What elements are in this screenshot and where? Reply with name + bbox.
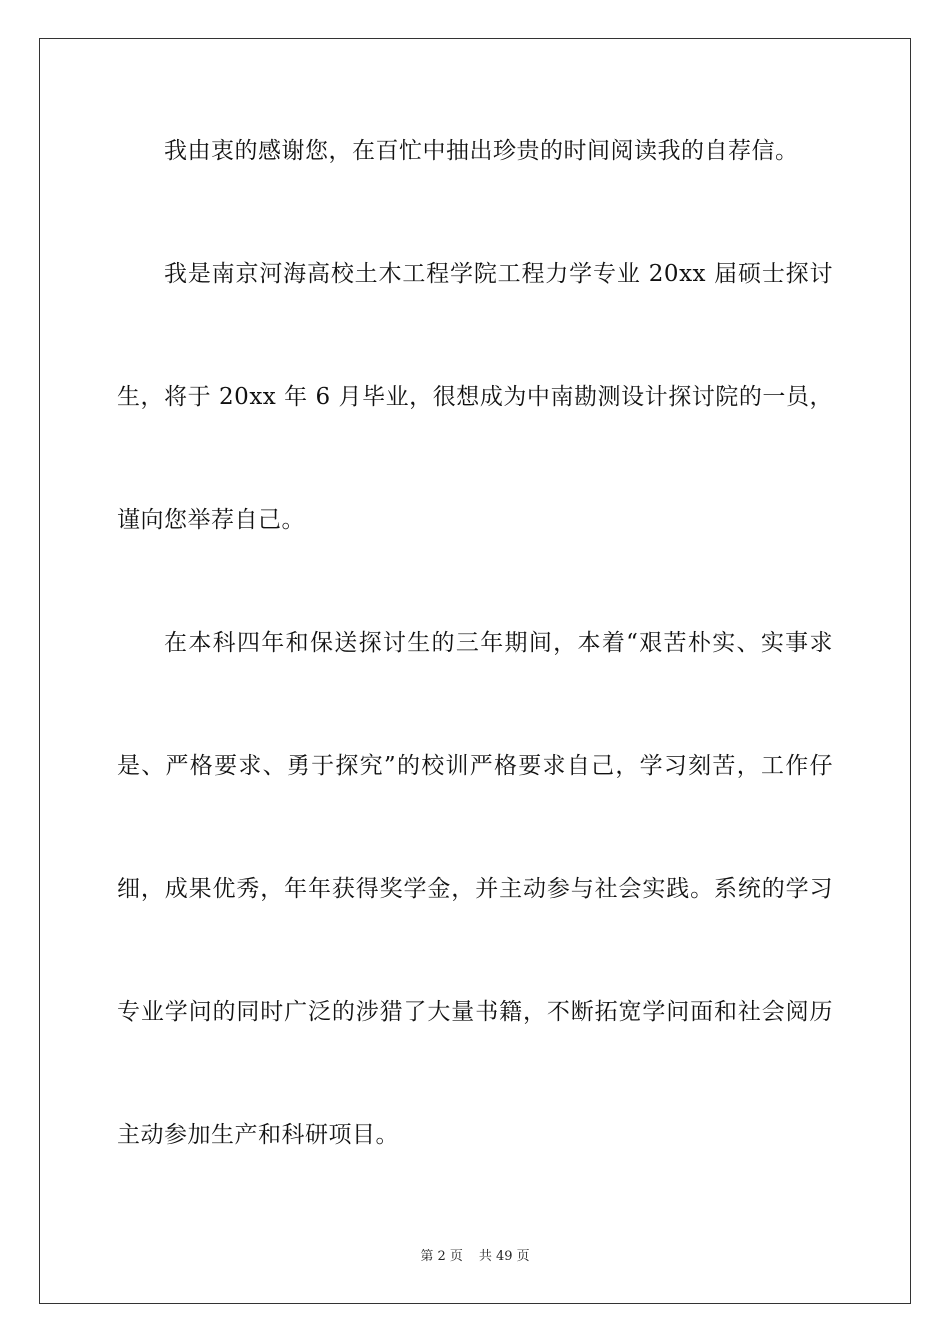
paragraph-3-line-5: 主动参加生产和科研项目。 <box>117 1122 399 1148</box>
page-border <box>39 38 911 1304</box>
total-pages: 共 49 页 <box>478 1249 530 1264</box>
page-footer <box>0 1248 950 1266</box>
paragraph-1-line-1: 我由衷的感谢您，在百忙中抽出珍贵的时间阅读我的自荐信。 <box>164 138 799 164</box>
paragraph-3-line-3: 细，成果优秀，年年获得奖学金，并主动参与社会实践。系统的学习 <box>117 876 833 902</box>
paragraph-2-line-1: 我是南京河海高校土木工程学院工程力学专业 20xx 届硕士探讨 <box>164 261 833 287</box>
paragraph-2-line-2: 生，将于 20xx 年 6 月毕业，很想成为中南勘测设计探讨院的一员， <box>117 384 833 410</box>
paragraph-3-line-1: 在本科四年和保送探讨生的三年期间，本着“艰苦朴实、实事求 <box>164 630 833 656</box>
paragraph-2-line-3: 谨向您举荐自己。 <box>117 507 305 533</box>
paragraph-3-line-4: 专业学问的同时广泛的涉猎了大量书籍，不断拓宽学问面和社会阅历 <box>117 999 833 1025</box>
paragraph-3-line-2: 是、严格要求、勇于探究”的校训严格要求自己，学习刻苦，工作仔 <box>117 753 833 779</box>
page-number: 第 2 页 <box>420 1249 463 1264</box>
